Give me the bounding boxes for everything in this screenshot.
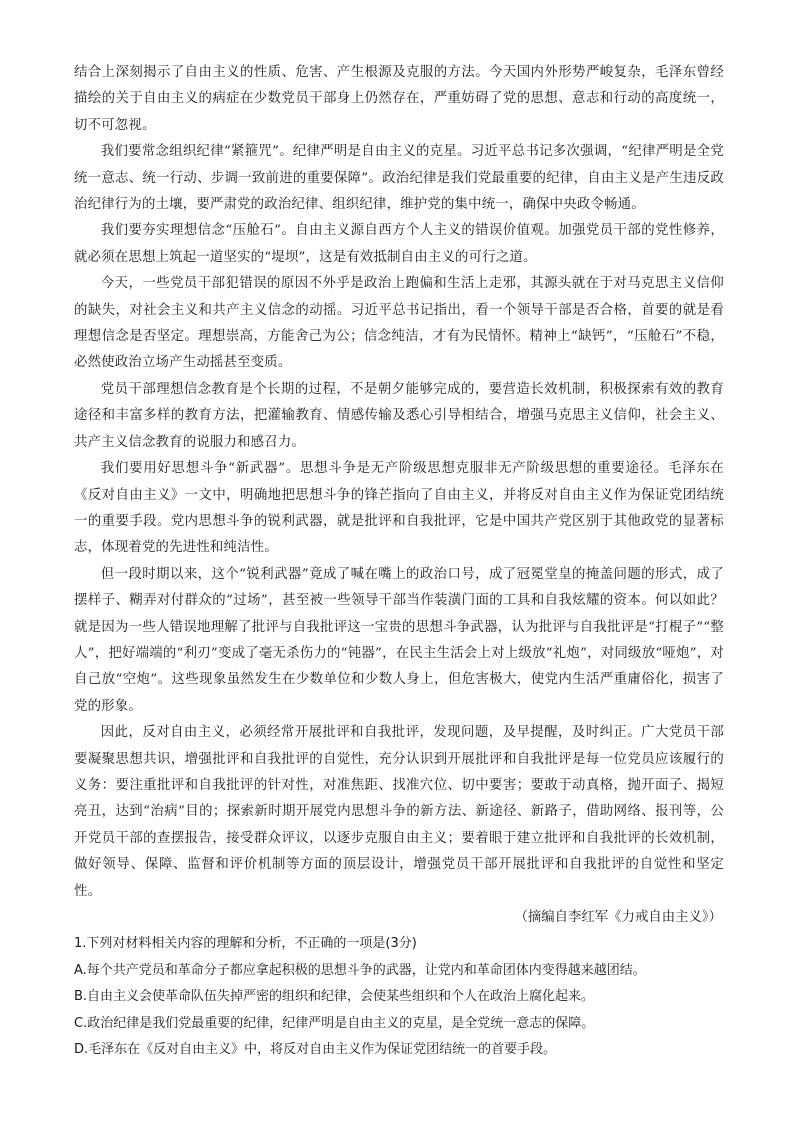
question-option-c: C.政治纪律是我们党最重要的纪律，纪律严明是自由主义的克星，是全党统一意志的保障。 xyxy=(74,1015,595,1031)
question-option-a: A.每个共产党员和革命分子都应拿起积极的思想斗争的武器，让党内和革命团体内变得越来越团结。 xyxy=(74,962,646,978)
question-option-b: B.自由主义会使革命队伍失掉严密的组织和纪律，会使某些组织和个人在政治上腐化起来。 xyxy=(74,989,595,1005)
question-option-d: D.毛泽东在《反对自由主义》中，将反对自由主义作为保证党团结统一的首要手段。 xyxy=(74,1042,557,1058)
article-paragraph-3: 我们要夯实理想信念“压舱石”。自由主义源自西方个人主义的错误价值观。加强党员干部的党性修养，就必须在思想上筑起一道坚实的“堤坝”，这是有效抵制自由主义的可行之道。 xyxy=(74,223,724,265)
article-paragraph-7: 但一段时期以来，这个“锐利武器”竟成了喊在嘴上的政治口号，成了冠冕堂皇的掩盖问题的形式，成了摆样子、糊弄对付群众的“过场”，甚至被一些领导干部当作装潢门面的工具和自我炫耀的资本。何以如此？就是因为一些人错误地理解了批评与自我批评这一宝贵的思想斗争武器，认为批评与自我批评是“打棍子”“整人”，把好端端的“利刃”变成了毫无杀伤力的“钝器”，在民主生活会上对上级放“礼炮”，对同级放“哑炮”，对自己放“空炮”。这些现象虽然发生在少数单位和少数人身上，但危害极大，使党内生活严重庸俗化，损害了党的形象。 xyxy=(74,566,724,714)
article-paragraph-5: 党员干部理想信念教育是个长期的过程，不是朝夕能够完成的，要营造长效机制，积极探索有效的教育途径和丰富多样的教育方法，把灌输教育、情感传输及悉心引导相结合，增强马克思主义信仰，社会主义、共产主义信念教育的说服力和感召力。 xyxy=(74,381,724,450)
article-paragraph-2: 我们要常念组织纪律“紧箍咒”。纪律严明是自由主义的克星。习近平总书记多次强调，“纪律严明是全党统一意志、统一行动、步调一致前进的重要保障”。政治纪律是我们党最重要的纪律，自由主义是产生违反政治纪律行为的土壤，要严肃党的政治纪律、组织纪律，维护党的集中统一，确保中央政令畅通。 xyxy=(74,144,724,213)
exam-page xyxy=(74,60,724,1063)
article-paragraph-6: 我们要用好思想斗争“新武器”。思想斗争是无产阶级思想克服非无产阶级思想的重要途径。毛泽东在《反对自由主义》一文中，明确地把思想斗争的锋芒指向了自由主义，并将反对自由主义作为保证党团结统一的重要手段。党内思想斗争的锐利武器，就是批评和自我批评，它是中国共产党区别于其他政党的显著标志，体现着党的先进性和纯洁性。 xyxy=(74,461,724,556)
article-source: （摘编自李红军《力戒自由主义》） xyxy=(514,910,722,925)
question-stem: 1.下列对材料相关内容的理解和分析，不正确的一项是(3分) xyxy=(74,936,417,952)
article-paragraph-1: 结合上深刻揭示了自由主义的性质、危害、产生根源及克服的方法。今天国内外形势严峻复杂，毛泽东曾经描绘的关于自由主义的病症在少数党员干部身上仍然存在，严重妨碍了党的思想、意志和行动的高度统一，切不可忽视。 xyxy=(74,65,724,133)
article-paragraph-8: 因此，反对自由主义，必须经常开展批评和自我批评，发现问题，及早提醒，及时纠正。广大党员干部要凝聚思想共识，增强批评和自我批评的自觉性，充分认识到开展批评和自我批评是每一位党员应该履行的义务：要注重批评和自我批评的针对性，对准焦距、找准穴位、切中要害；要敢于动真格，抛开面子、揭短亮丑，达到“治病”目的；探索新时期开展党内思想斗争的新方法、新途径、新路子，借助网络、报刊等，公开党员干部的查摆报告，接受群众评议，以逐步克服自由主义；要着眼于建立批评和自我批评的长效机制，做好领导、保障、监督和评价机制等方面的顶层设计，增强党员干部开展批评和自我批评的自觉性和坚定性。 xyxy=(74,725,724,899)
article-paragraph-4: 今天，一些党员干部犯错误的原因不外乎是政治上跑偏和生活上走邪，其源头就在于对马克思主义信仰的缺失，对社会主义和共产主义信念的动摇。习近平总书记指出，看一个领导干部是否合格，首要的就是看理想信念是否坚定。理想崇高，方能舍己为公；信念纯洁，才有为民情怀。精神上“缺钙”，“压舱石”不稳，必然使政治立场产生动摇甚至变质。 xyxy=(74,276,724,371)
